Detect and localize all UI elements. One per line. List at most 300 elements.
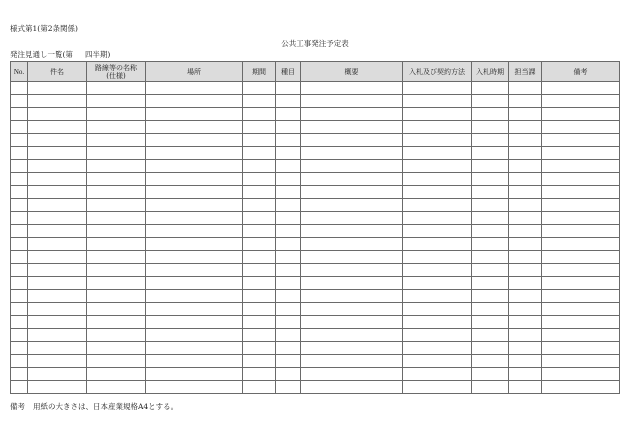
table-cell-no[interactable] <box>11 134 28 147</box>
table-cell-no[interactable] <box>11 173 28 186</box>
table-cell-no[interactable] <box>11 251 28 264</box>
table-cell-no[interactable] <box>11 108 28 121</box>
table-cell-place[interactable] <box>146 329 243 342</box>
table-cell-method[interactable] <box>403 225 472 238</box>
table-cell-period[interactable] <box>243 277 276 290</box>
table-cell-category[interactable] <box>276 264 301 277</box>
table-cell-timing[interactable] <box>472 316 509 329</box>
table-cell-place[interactable] <box>146 316 243 329</box>
column-header-route-subtext: (仕様) <box>106 71 126 80</box>
table-cell-period[interactable] <box>243 381 276 394</box>
table-cell-remarks[interactable] <box>542 225 620 238</box>
table-cell-place[interactable] <box>146 368 243 381</box>
table-cell-outline[interactable] <box>301 329 403 342</box>
table-cell-timing[interactable] <box>472 238 509 251</box>
table-cell-name[interactable] <box>28 147 87 160</box>
table-cell-period[interactable] <box>243 342 276 355</box>
table-cell-name[interactable] <box>28 121 87 134</box>
table-cell-period[interactable] <box>243 368 276 381</box>
table-cell-timing[interactable] <box>472 381 509 394</box>
table-cell-category[interactable] <box>276 381 301 394</box>
table-cell-remarks[interactable] <box>542 290 620 303</box>
table-cell-outline[interactable] <box>301 199 403 212</box>
table-cell-outline[interactable] <box>301 238 403 251</box>
table-cell-category[interactable] <box>276 225 301 238</box>
table-cell-place[interactable] <box>146 186 243 199</box>
table-cell-method[interactable] <box>403 342 472 355</box>
table-cell-timing[interactable] <box>472 225 509 238</box>
table-cell-method[interactable] <box>403 134 472 147</box>
table-cell-section[interactable] <box>509 212 542 225</box>
table-cell-period[interactable] <box>243 147 276 160</box>
table-cell-name[interactable] <box>28 342 87 355</box>
table-cell-outline[interactable] <box>301 342 403 355</box>
table-cell-remarks[interactable] <box>542 173 620 186</box>
table-cell-name[interactable] <box>28 251 87 264</box>
table-cell-place[interactable] <box>146 147 243 160</box>
table-cell-category[interactable] <box>276 134 301 147</box>
table-cell-method[interactable] <box>403 186 472 199</box>
table-cell-name[interactable] <box>28 82 87 95</box>
table-cell-category[interactable] <box>276 368 301 381</box>
table-cell-outline[interactable] <box>301 212 403 225</box>
table-cell-no[interactable] <box>11 316 28 329</box>
table-cell-outline[interactable] <box>301 95 403 108</box>
table-cell-route[interactable] <box>87 95 146 108</box>
table-cell-method[interactable] <box>403 264 472 277</box>
table-cell-no[interactable] <box>11 199 28 212</box>
table-cell-route[interactable] <box>87 251 146 264</box>
table-cell-method[interactable] <box>403 212 472 225</box>
table-cell-category[interactable] <box>276 251 301 264</box>
table-cell-period[interactable] <box>243 355 276 368</box>
table-cell-name[interactable] <box>28 173 87 186</box>
table-cell-outline[interactable] <box>301 290 403 303</box>
table-cell-method[interactable] <box>403 368 472 381</box>
table-cell-period[interactable] <box>243 186 276 199</box>
table-cell-no[interactable] <box>11 82 28 95</box>
table-cell-remarks[interactable] <box>542 82 620 95</box>
form-number-label: 様式第1(第2条関係) <box>10 24 78 33</box>
table-cell-route[interactable] <box>87 121 146 134</box>
column-header-outline-text: 概要 <box>344 67 359 76</box>
table-cell-outline[interactable] <box>301 121 403 134</box>
table-cell-method[interactable] <box>403 199 472 212</box>
table-cell-remarks[interactable] <box>542 147 620 160</box>
footer-note-text: 用紙の大きさは、日本産業規格A4とする。 <box>33 402 179 411</box>
table-cell-no[interactable] <box>11 95 28 108</box>
table-cell-period[interactable] <box>243 121 276 134</box>
table-cell-section[interactable] <box>509 147 542 160</box>
table-cell-no[interactable] <box>11 355 28 368</box>
table-row <box>11 251 620 264</box>
table-cell-section[interactable] <box>509 264 542 277</box>
table-cell-timing[interactable] <box>472 329 509 342</box>
table-cell-timing[interactable] <box>472 199 509 212</box>
table-cell-remarks[interactable] <box>542 186 620 199</box>
document-title: 公共工事発注予定表 <box>281 39 349 48</box>
table-cell-place[interactable] <box>146 355 243 368</box>
table-cell-category[interactable] <box>276 316 301 329</box>
table-cell-period[interactable] <box>243 303 276 316</box>
table-cell-name[interactable] <box>28 277 87 290</box>
table-cell-period[interactable] <box>243 199 276 212</box>
table-cell-category[interactable] <box>276 108 301 121</box>
column-header-route-text: 路線等の名称 <box>95 63 137 72</box>
table-cell-method[interactable] <box>403 238 472 251</box>
table-cell-section[interactable] <box>509 173 542 186</box>
table-cell-method[interactable] <box>403 121 472 134</box>
table-cell-name[interactable] <box>28 212 87 225</box>
table-cell-place[interactable] <box>146 82 243 95</box>
table-cell-place[interactable] <box>146 160 243 173</box>
table-cell-method[interactable] <box>403 316 472 329</box>
table-cell-period[interactable] <box>243 173 276 186</box>
table-cell-timing[interactable] <box>472 147 509 160</box>
table-cell-section[interactable] <box>509 329 542 342</box>
table-cell-outline[interactable] <box>301 225 403 238</box>
table-row <box>11 147 620 160</box>
table-cell-period[interactable] <box>243 225 276 238</box>
table-cell-period[interactable] <box>243 160 276 173</box>
table-cell-method[interactable] <box>403 355 472 368</box>
table-cell-outline[interactable] <box>301 147 403 160</box>
table-cell-timing[interactable] <box>472 290 509 303</box>
table-cell-route[interactable] <box>87 173 146 186</box>
table-row <box>11 381 620 394</box>
table-cell-section[interactable] <box>509 277 542 290</box>
table-cell-category[interactable] <box>276 329 301 342</box>
table-cell-category[interactable] <box>276 355 301 368</box>
table-cell-remarks[interactable] <box>542 95 620 108</box>
table-cell-name[interactable] <box>28 108 87 121</box>
table-cell-no[interactable] <box>11 212 28 225</box>
table-row <box>11 264 620 277</box>
table-cell-section[interactable] <box>509 316 542 329</box>
table-cell-section[interactable] <box>509 342 542 355</box>
table-cell-period[interactable] <box>243 316 276 329</box>
table-cell-place[interactable] <box>146 199 243 212</box>
table-cell-section[interactable] <box>509 368 542 381</box>
table-cell-place[interactable] <box>146 238 243 251</box>
table-cell-name[interactable] <box>28 264 87 277</box>
table-cell-outline[interactable] <box>301 264 403 277</box>
table-cell-remarks[interactable] <box>542 342 620 355</box>
table-cell-outline[interactable] <box>301 186 403 199</box>
table-cell-name[interactable] <box>28 238 87 251</box>
table-header-row <box>11 62 620 82</box>
table-cell-remarks[interactable] <box>542 238 620 251</box>
table-cell-remarks[interactable] <box>542 160 620 173</box>
table-cell-name[interactable] <box>28 329 87 342</box>
table-cell-section[interactable] <box>509 134 542 147</box>
column-header-remarks <box>542 62 620 82</box>
table-cell-route[interactable] <box>87 108 146 121</box>
table-cell-no[interactable] <box>11 329 28 342</box>
table-cell-route[interactable] <box>87 381 146 394</box>
table-cell-outline[interactable] <box>301 82 403 95</box>
table-cell-no[interactable] <box>11 238 28 251</box>
table-cell-category[interactable] <box>276 173 301 186</box>
table-cell-name[interactable] <box>28 160 87 173</box>
table-cell-period[interactable] <box>243 82 276 95</box>
table-cell-category[interactable] <box>276 160 301 173</box>
table-cell-name[interactable] <box>28 225 87 238</box>
table-cell-route[interactable] <box>87 342 146 355</box>
table-cell-period[interactable] <box>243 251 276 264</box>
table-cell-remarks[interactable] <box>542 329 620 342</box>
table-cell-remarks[interactable] <box>542 108 620 121</box>
table-cell-timing[interactable] <box>472 121 509 134</box>
table-cell-remarks[interactable] <box>542 212 620 225</box>
table-cell-category[interactable] <box>276 95 301 108</box>
table-cell-method[interactable] <box>403 95 472 108</box>
table-cell-place[interactable] <box>146 173 243 186</box>
table-cell-outline[interactable] <box>301 160 403 173</box>
table-cell-no[interactable] <box>11 381 28 394</box>
table-cell-timing[interactable] <box>472 173 509 186</box>
table-cell-timing[interactable] <box>472 277 509 290</box>
table-cell-no[interactable] <box>11 147 28 160</box>
table-cell-no[interactable] <box>11 264 28 277</box>
table-cell-remarks[interactable] <box>542 355 620 368</box>
table-cell-category[interactable] <box>276 303 301 316</box>
table-cell-period[interactable] <box>243 264 276 277</box>
column-header-category <box>276 62 301 82</box>
table-cell-route[interactable] <box>87 277 146 290</box>
table-cell-name[interactable] <box>28 381 87 394</box>
table-cell-remarks[interactable] <box>542 199 620 212</box>
table-cell-place[interactable] <box>146 290 243 303</box>
table-cell-name[interactable] <box>28 134 87 147</box>
table-cell-method[interactable] <box>403 303 472 316</box>
table-cell-remarks[interactable] <box>542 264 620 277</box>
order-schedule-table <box>10 61 620 394</box>
table-cell-remarks[interactable] <box>542 368 620 381</box>
column-header-method-text: 入札及び契約方法 <box>409 67 465 76</box>
table-cell-section[interactable] <box>509 108 542 121</box>
table-cell-timing[interactable] <box>472 108 509 121</box>
table-cell-section[interactable] <box>509 186 542 199</box>
table-cell-outline[interactable] <box>301 368 403 381</box>
table-cell-place[interactable] <box>146 212 243 225</box>
table-cell-period[interactable] <box>243 134 276 147</box>
table-cell-timing[interactable] <box>472 95 509 108</box>
table-cell-no[interactable] <box>11 225 28 238</box>
table-row <box>11 368 620 381</box>
column-header-outline <box>301 62 403 82</box>
table-cell-name[interactable] <box>28 95 87 108</box>
table-cell-route[interactable] <box>87 147 146 160</box>
table-cell-category[interactable] <box>276 277 301 290</box>
table-cell-place[interactable] <box>146 381 243 394</box>
table-cell-name[interactable] <box>28 316 87 329</box>
table-cell-place[interactable] <box>146 225 243 238</box>
table-cell-outline[interactable] <box>301 134 403 147</box>
table-cell-timing[interactable] <box>472 342 509 355</box>
table-row <box>11 329 620 342</box>
column-header-category-text: 種目 <box>281 67 295 76</box>
table-row <box>11 355 620 368</box>
table-cell-method[interactable] <box>403 82 472 95</box>
table-cell-timing[interactable] <box>472 368 509 381</box>
table-cell-section[interactable] <box>509 160 542 173</box>
table-cell-route[interactable] <box>87 160 146 173</box>
table-cell-place[interactable] <box>146 303 243 316</box>
table-cell-method[interactable] <box>403 290 472 303</box>
table-cell-category[interactable] <box>276 342 301 355</box>
table-cell-place[interactable] <box>146 95 243 108</box>
table-cell-route[interactable] <box>87 238 146 251</box>
table-cell-route[interactable] <box>87 82 146 95</box>
table-cell-period[interactable] <box>243 238 276 251</box>
table-cell-outline[interactable] <box>301 173 403 186</box>
table-cell-section[interactable] <box>509 303 542 316</box>
table-cell-no[interactable] <box>11 368 28 381</box>
table-cell-place[interactable] <box>146 121 243 134</box>
table-cell-timing[interactable] <box>472 212 509 225</box>
table-cell-method[interactable] <box>403 160 472 173</box>
table-cell-category[interactable] <box>276 82 301 95</box>
table-cell-name[interactable] <box>28 368 87 381</box>
table-cell-category[interactable] <box>276 238 301 251</box>
table-cell-place[interactable] <box>146 277 243 290</box>
table-cell-period[interactable] <box>243 108 276 121</box>
table-cell-section[interactable] <box>509 238 542 251</box>
table-cell-method[interactable] <box>403 147 472 160</box>
table-cell-name[interactable] <box>28 186 87 199</box>
table-cell-no[interactable] <box>11 342 28 355</box>
table-cell-name[interactable] <box>28 303 87 316</box>
table-cell-remarks[interactable] <box>542 277 620 290</box>
table-cell-place[interactable] <box>146 251 243 264</box>
table-cell-method[interactable] <box>403 329 472 342</box>
table-cell-route[interactable] <box>87 316 146 329</box>
table-cell-period[interactable] <box>243 290 276 303</box>
table-cell-route[interactable] <box>87 212 146 225</box>
table-cell-route[interactable] <box>87 329 146 342</box>
table-cell-timing[interactable] <box>472 303 509 316</box>
column-header-place-text: 場所 <box>187 67 201 76</box>
table-cell-route[interactable] <box>87 186 146 199</box>
footer-note-label: 備考 <box>10 402 25 411</box>
outlook-list-label <box>10 49 110 60</box>
table-cell-route[interactable] <box>87 225 146 238</box>
outlook-list-quarter: 四半期) <box>84 50 111 59</box>
column-header-period <box>243 62 276 82</box>
table-row <box>11 316 620 329</box>
table-cell-outline[interactable] <box>301 316 403 329</box>
table-cell-no[interactable] <box>11 160 28 173</box>
table-cell-route[interactable] <box>87 355 146 368</box>
table-row <box>11 173 620 186</box>
table-cell-outline[interactable] <box>301 303 403 316</box>
table-cell-section[interactable] <box>509 82 542 95</box>
column-header-name <box>28 62 87 82</box>
table-cell-timing[interactable] <box>472 82 509 95</box>
table-cell-section[interactable] <box>509 251 542 264</box>
table-cell-method[interactable] <box>403 381 472 394</box>
table-cell-remarks[interactable] <box>542 121 620 134</box>
table-cell-category[interactable] <box>276 147 301 160</box>
table-cell-name[interactable] <box>28 355 87 368</box>
table-cell-timing[interactable] <box>472 251 509 264</box>
table-cell-timing[interactable] <box>472 134 509 147</box>
table-cell-no[interactable] <box>11 277 28 290</box>
table-cell-remarks[interactable] <box>542 303 620 316</box>
table-cell-method[interactable] <box>403 173 472 186</box>
table-cell-section[interactable] <box>509 199 542 212</box>
table-cell-section[interactable] <box>509 355 542 368</box>
table-cell-remarks[interactable] <box>542 316 620 329</box>
table-cell-outline[interactable] <box>301 108 403 121</box>
table-cell-no[interactable] <box>11 290 28 303</box>
table-cell-method[interactable] <box>403 277 472 290</box>
table-cell-route[interactable] <box>87 303 146 316</box>
table-cell-section[interactable] <box>509 381 542 394</box>
table-cell-section[interactable] <box>509 121 542 134</box>
table-cell-no[interactable] <box>11 121 28 134</box>
table-cell-section[interactable] <box>509 290 542 303</box>
table-cell-period[interactable] <box>243 329 276 342</box>
table-cell-category[interactable] <box>276 290 301 303</box>
table-cell-timing[interactable] <box>472 355 509 368</box>
table-cell-place[interactable] <box>146 108 243 121</box>
table-cell-no[interactable] <box>11 186 28 199</box>
table-cell-method[interactable] <box>403 108 472 121</box>
table-cell-route[interactable] <box>87 368 146 381</box>
table-cell-route[interactable] <box>87 199 146 212</box>
table-cell-remarks[interactable] <box>542 134 620 147</box>
table-cell-period[interactable] <box>243 95 276 108</box>
table-row <box>11 238 620 251</box>
table-cell-section[interactable] <box>509 225 542 238</box>
table-cell-route[interactable] <box>87 264 146 277</box>
table-cell-remarks[interactable] <box>542 381 620 394</box>
table-cell-timing[interactable] <box>472 160 509 173</box>
table-cell-place[interactable] <box>146 134 243 147</box>
table-cell-category[interactable] <box>276 121 301 134</box>
table-cell-place[interactable] <box>146 342 243 355</box>
table-cell-timing[interactable] <box>472 186 509 199</box>
table-cell-category[interactable] <box>276 212 301 225</box>
table-row <box>11 225 620 238</box>
column-header-method <box>403 62 472 82</box>
table-row <box>11 95 620 108</box>
table-cell-category[interactable] <box>276 186 301 199</box>
table-cell-route[interactable] <box>87 290 146 303</box>
table-cell-no[interactable] <box>11 303 28 316</box>
table-body <box>11 82 620 394</box>
table-row <box>11 212 620 225</box>
table-cell-section[interactable] <box>509 95 542 108</box>
table-cell-name[interactable] <box>28 199 87 212</box>
table-cell-method[interactable] <box>403 251 472 264</box>
table-cell-outline[interactable] <box>301 381 403 394</box>
table-cell-remarks[interactable] <box>542 251 620 264</box>
table-cell-route[interactable] <box>87 134 146 147</box>
table-cell-name[interactable] <box>28 290 87 303</box>
table-cell-outline[interactable] <box>301 277 403 290</box>
table-cell-outline[interactable] <box>301 251 403 264</box>
column-header-timing-text: 入札時期 <box>476 67 504 76</box>
table-cell-period[interactable] <box>243 212 276 225</box>
table-cell-place[interactable] <box>146 264 243 277</box>
table-cell-category[interactable] <box>276 199 301 212</box>
table-row <box>11 82 620 95</box>
table-cell-outline[interactable] <box>301 355 403 368</box>
table-cell-timing[interactable] <box>472 264 509 277</box>
